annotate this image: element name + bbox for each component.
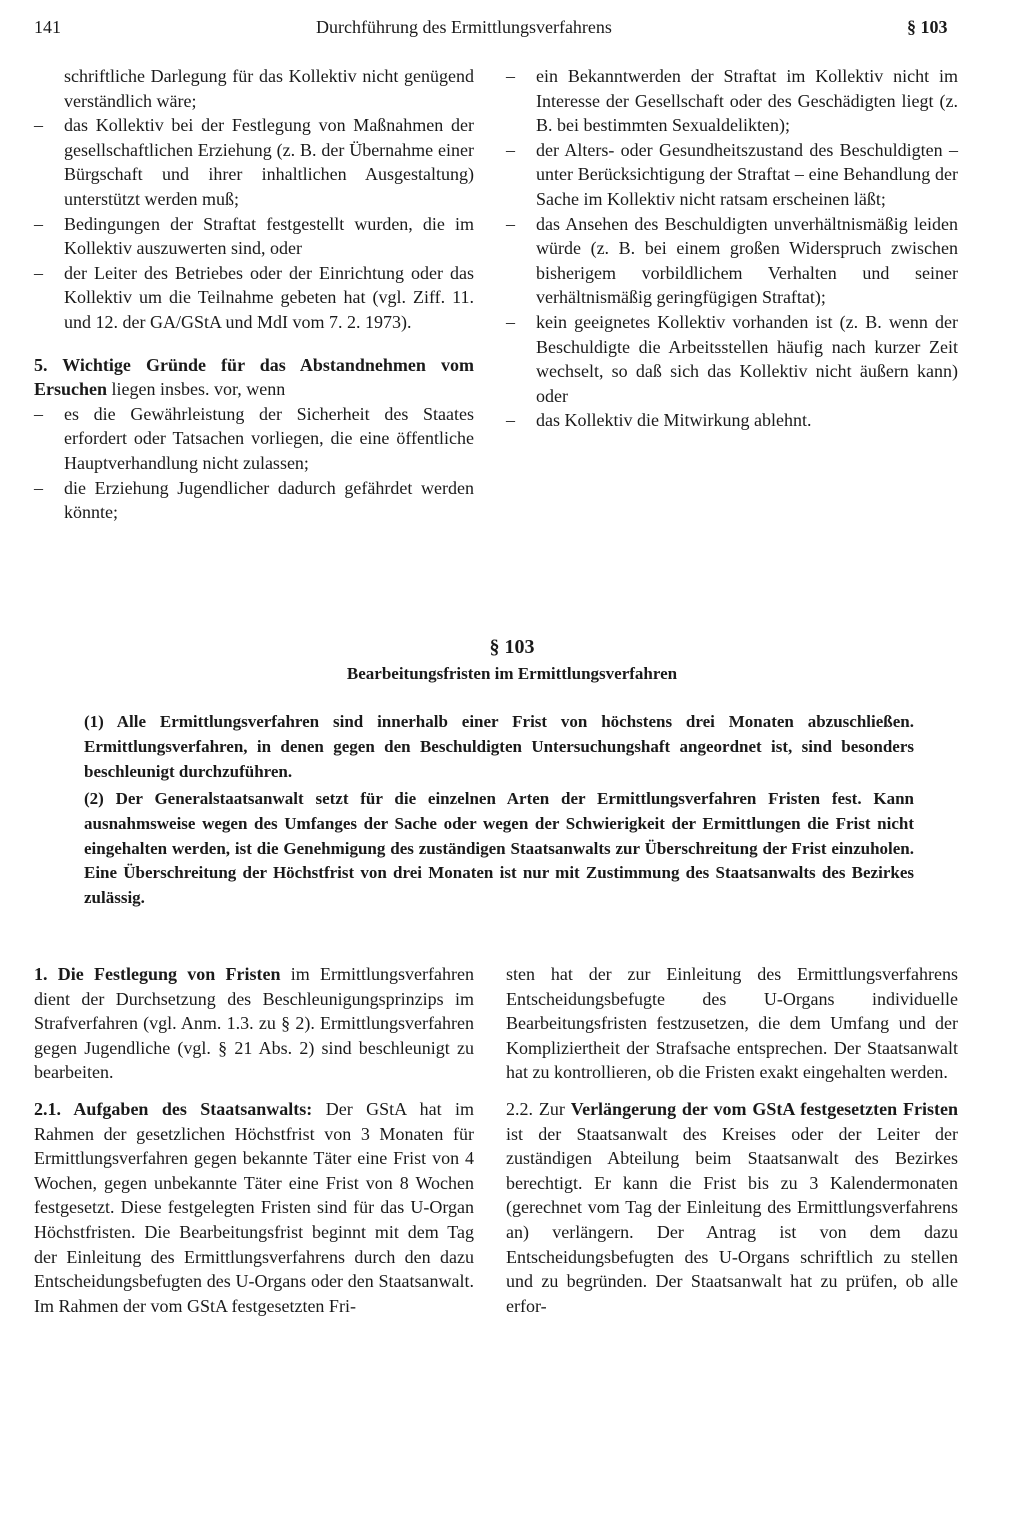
list-item: – es die Gewährleistung der Sicherheit des Staates erfordert oder Tatsachen vorliegen, die eine öffentliche Hauptverhandlung nicht zulassen; [34, 403, 474, 473]
commentary-paragraph-2-1: 2.1. Aufgaben des Staatsanwalts: Der GStA hat im Rahmen der gesetzlichen Höchstfrist von 3 Monaten für Ermittlungsverfahren gegen bekannte Täter eine Frist von 4 Wochen, gegen unbekannte Täter eine Frist von 8 Wochen festgesetzt. Diese festgelegten Fristen sind für das U-Organ Höchstfristen. Die Bearbeitungsfrist beginnt mit dem Tag der Einleitung des Ermittlungsverfahrens durch den dazu Entscheidungsbefugten des U-Organs oder den Staatsanwalt. Im Rahmen der vom GStA festgesetzten Fri- [34, 1098, 474, 1316]
list-item: – die Erziehung Jugendlicher dadurch gefährdet werden könnte; [34, 477, 474, 523]
section-number: § 103 [489, 636, 535, 658]
list-item: – das Kollektiv bei der Festlegung von Maßnahmen der gesellschaftlichen Erziehung (z. B. der Übernahme einer Bürgschaft und ihrer inhaltlichen Ausgestaltung) unterstützt werden muß; [34, 115, 474, 209]
commentary-paragraph-2-2: 2.2. Zur Verlängerung der vom GStA festgesetzten Fristen ist der Staatsanwalt des Kreises oder der Leiter der zuständigen Abteilung beim Staatsanwalt des Bezirkes berechtigt. Er kann die Frist bis zu 3 Kalendermonaten (gerechnet vom Tag der Einleitung des Ermittlungsverfahrens an) verlängern. Der Antrag ist von dem dazu Entscheidungsbefugten des U-Organs schriftlich zu stellen und zu begründen. Der Staatsanwalt hat zu prüfen, ob alle erfor- [506, 1098, 958, 1316]
top-left-column [34, 64, 474, 525]
bottom-right-column [506, 962, 958, 1318]
running-title: Durchführung des Ermittlungsverfahrens [316, 17, 612, 37]
header-section: § 103 [907, 17, 948, 37]
list-item: – das Ansehen des Beschuldigten unverhältnismäßig leiden würde (z. B. bei einem großen Widerspruch zwischen bisherigem vorbildlichem Verhalten und seiner verhältnismäßig geringfügigen Straftat); [506, 213, 958, 308]
page-number: 141 [34, 17, 61, 37]
law-paragraph-2: (2) Der Generalstaatsanwalt setzt für die einzelnen Arten der Ermittlungsverfahren Fristen fest. Kann ausnahmsweise wegen des Umfanges der Sache oder wegen der Schwierigkeit der Ermittlungen die Frist nicht eingehalten werden, ist die Genehmigung des zuständigen Staatsanwalts zur Überschreitung der Frist einzuholen. Eine Überschreitung der Höchstfrist von drei Monaten ist nur mit Zustimmung des Staatsanwalts des Bezirkes zulässig. [84, 789, 914, 908]
top-right-column [506, 64, 958, 433]
list-item: – ein Bekanntwerden der Straftat im Kollektiv nicht im Interesse der Gesellschaft oder des Geschädigten liegt (z. B. bei bestimmten Sexualdelikten); [506, 66, 958, 136]
list-item: – das Kollektiv die Mitwirkung ablehnt. [506, 410, 812, 431]
list-item: – kein geeignetes Kollektiv vorhanden ist (z. B. wenn der Beschuldigte die Arbeitsstellen häufig nach kurzer Zeit wechselt, so daß sich das Kollektiv nicht äußern kann) oder [506, 311, 958, 406]
list-item: – Bedingungen der Straftat festgestellt wurden, die im Kollektiv auszuwerten sind, oder [34, 213, 474, 259]
list-item: – der Leiter des Betriebes oder der Einrichtung oder das Kollektiv um die Teilnahme gebeten hat (vgl. Ziff. 11. und 12. der GA/GStA und MdI vom 7. 2. 1973). [34, 262, 474, 332]
list-item: – der Alters- oder Gesundheitszustand des Beschuldigten – unter Berücksichtigung der Straftat – eine Behandlung der Sache im Kollektiv nicht ratsam erscheinen läßt; [506, 139, 958, 209]
paragraph-5: 5. Wichtige Gründe für das Abstandnehmen vom Ersuchen liegen insbes. vor, wenn [34, 354, 474, 400]
commentary-paragraph-1: 1. Die Festlegung von Fristen im Ermittlungsverfahren dient der Durchsetzung des Beschleunigungsprinzips im Strafverfahren (vgl. Anm. 1.3. zu § 2). Ermittlungsverfahren gegen Jugendliche (vgl. § 21 Abs. 2) sind beschleunigt zu bearbeiten. [34, 964, 475, 1083]
commentary-paragraph-continued: sten hat der zur Einleitung des Ermittlungsverfahrens Entscheidungsbefugte des U-Organs individuelle Bearbeitungsfristen festzusetzen, die dem Umfang und der Kompliziertheit der Strafsache entsprechen. Der Staatsanwalt hat zu kontrollieren, ob die Fristen exakt eingehalten werden. [506, 964, 958, 1083]
bottom-left-column [34, 962, 474, 1318]
law-paragraph-1: (1) Alle Ermittlungsverfahren sind innerhalb einer Frist von höchstens drei Monaten abzuschließen. Ermittlungsverfahren, in denen gegen den Beschuldigten Untersuchungshaft angeordnet ist, sind besonders beschleunigt durchzuführen. [84, 712, 914, 781]
section-title: Bearbeitungsfristen im Ermittlungsverfahren [346, 664, 678, 683]
continued-paragraph: schriftliche Darlegung für das Kollektiv nicht genügend verständlich wäre; [64, 66, 474, 111]
